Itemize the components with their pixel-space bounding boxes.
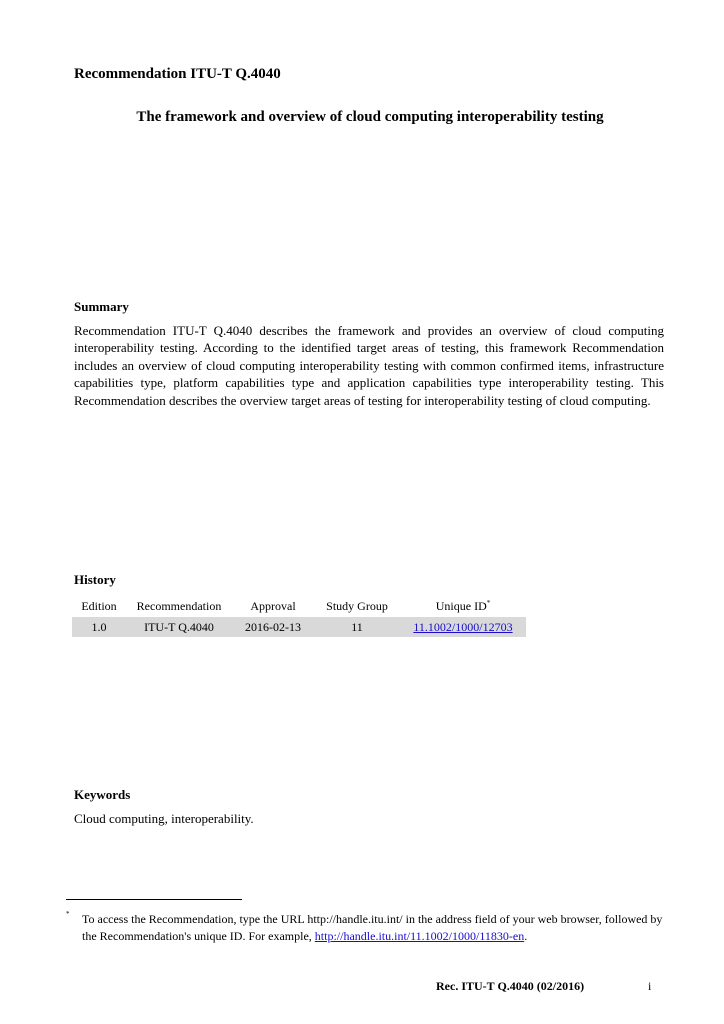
cell-approval: 2016-02-13: [232, 617, 314, 637]
column-header-recommendation: Recommendation: [136, 599, 222, 613]
cell-edition: 1.0: [72, 617, 126, 637]
keywords-text: Cloud computing, interoperability.: [74, 811, 254, 826]
footnote-divider: [66, 899, 242, 900]
column-header-edition: Edition: [81, 599, 117, 613]
keywords-heading: Keywords: [74, 787, 131, 802]
cell-unique-id: [400, 617, 526, 637]
history-table-header-row: [72, 596, 526, 617]
history-table: [72, 596, 526, 637]
column-header-unique-id: [400, 596, 526, 617]
history-heading: History: [74, 572, 116, 587]
cell-study-group: 11: [314, 617, 400, 637]
column-header-study-group: Study Group: [326, 599, 388, 613]
table-row: [72, 617, 526, 637]
footer-reference: Rec. ITU-T Q.4040 (02/2016): [436, 979, 585, 993]
footnote-text: [82, 911, 666, 944]
cell-recommendation: ITU-T Q.4040: [126, 617, 232, 637]
summary-text: Recommendation ITU-T Q.4040 describes the framework and provides an overview of cloud computing interoperability testing. According to the identified target areas of testing, this framework Recommendation includes an overview of cloud computing interoperability testing with common confirmed items, infrastructure capabilities type, platform capabilities type and application capabilities type interoperability testing. This Recommendation describes the overview target areas of testing for interoperability testing of cloud computing.: [74, 323, 664, 408]
footnote-marker: *: [486, 599, 491, 607]
footnote-body: To access the Recommendation, type the URL http://handle.itu.int/ in the address field of your web browser, followed by the Recommendation's unique ID. For example,: [82, 912, 663, 943]
recommendation-title: Recommendation ITU-T Q.4040: [74, 66, 281, 82]
summary-heading: Summary: [74, 299, 129, 314]
page-number: i: [648, 979, 652, 993]
footnote-example-link[interactable]: http://handle.itu.int/11.1002/1000/11830-en: [314, 928, 525, 943]
column-header-approval: Approval: [250, 599, 296, 613]
footnote-tail: .: [524, 928, 528, 943]
footnote-marker-symbol: *: [66, 910, 70, 918]
document-main-title: The framework and overview of cloud computing interoperability testing: [136, 109, 604, 125]
unique-id-label: Unique ID: [435, 599, 487, 613]
unique-id-link[interactable]: 11.1002/1000/12703: [413, 619, 513, 634]
